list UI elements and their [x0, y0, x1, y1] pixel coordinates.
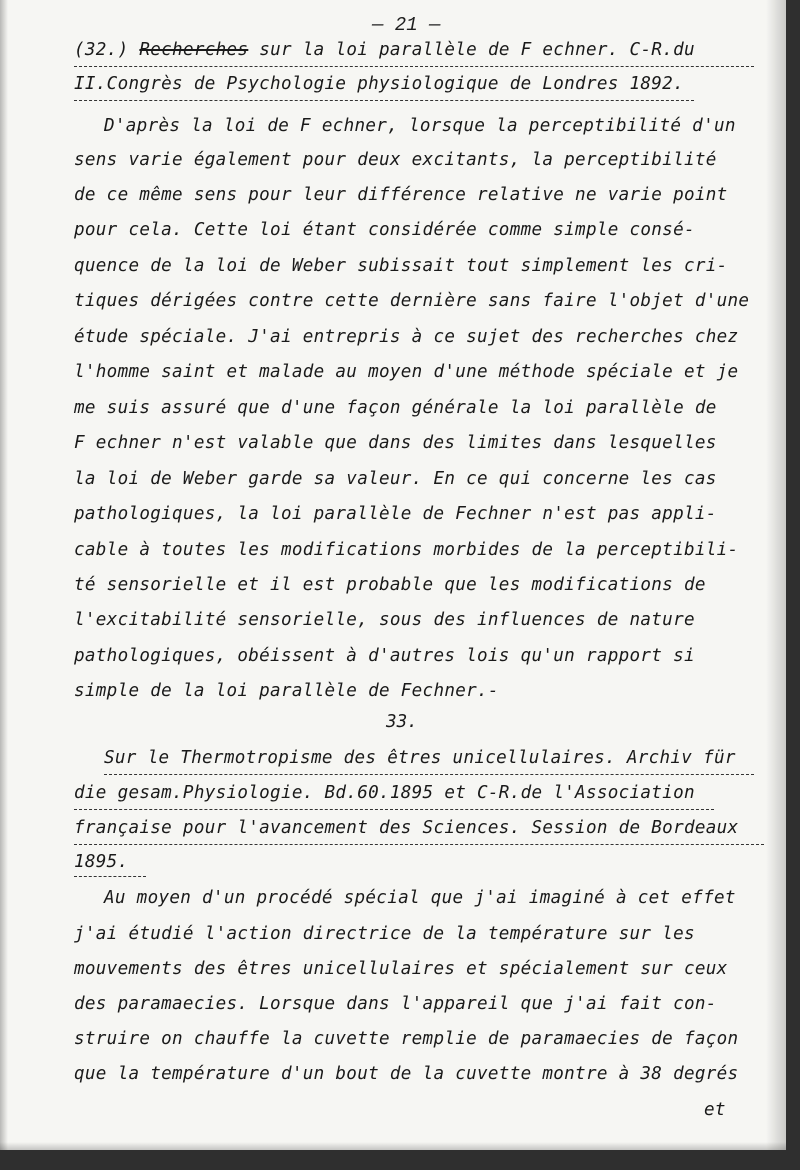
heading-underline — [74, 844, 764, 845]
section-33-body-line: Au moyen d'un procédé spécial que j'ai imaginé à cet effet — [104, 888, 736, 908]
section-32-body-line: sens varie également pour deux excitants, la perceptibilité — [74, 150, 717, 170]
section-32-body-line: té sensorielle et il est probable que les modifications de — [74, 575, 706, 595]
section-32-heading-rest: sur la loi parallèle de F echner. C-R.du — [259, 40, 695, 60]
section-32-body-line: D'après la loi de F echner, lorsque la perceptibilité d'un — [104, 116, 736, 136]
heading-underline — [74, 809, 714, 810]
heading-underline — [104, 774, 754, 775]
section-32-body-line: l'excitabilité sensorielle, sous des influences de nature — [74, 610, 695, 630]
page-number: — 21 — — [372, 14, 441, 36]
section-32-body-line: l'homme saint et malade au moyen d'une méthode spéciale et je — [74, 362, 739, 382]
heading-underline — [74, 66, 754, 67]
section-32-heading-line-1 — [74, 38, 695, 62]
binding-shadow — [0, 0, 8, 1150]
section-33-body-line: des paramaecies. Lorsque dans l'appareil que j'ai fait con- — [74, 994, 717, 1014]
section-32-body-line: de ce même sens pour leur différence relative ne varie point — [74, 185, 728, 205]
section-32-heading-line-2: II.Congrès de Psychologie physiologique de Londres 1892. — [74, 74, 684, 94]
section-33-number: 33. — [386, 712, 418, 732]
section-32-struck-word: Recherches — [139, 40, 249, 60]
section-33-body-line: struire on chauffe la cuvette remplie de paramaecies de façon — [74, 1029, 739, 1049]
section-32-body-line: pathologiques, obéissent à d'autres lois qu'un rapport si — [74, 646, 695, 666]
section-33-heading-line: française pour l'avancement des Sciences. Session de Bordeaux — [74, 818, 739, 838]
section-32-body-line: pour cela. Cette loi étant considérée comme simple consé- — [74, 220, 695, 240]
section-32-body-line: étude spéciale. J'ai entrepris à ce sujet des recherches chez — [74, 327, 739, 347]
heading-underline — [74, 100, 694, 101]
page-bottom-shadow — [0, 1142, 786, 1150]
section-32-body-line: F echner n'est valable que dans des limites dans lesquelles — [74, 433, 717, 453]
section-32-number: (32.) — [74, 40, 129, 60]
section-33-heading-line: 1895. — [74, 852, 129, 872]
section-32-body-line: simple de la loi parallèle de Fechner.- — [74, 681, 499, 701]
section-32-body-line: pathologiques, la loi parallèle de Fechner n'est pas appli- — [74, 504, 717, 524]
section-32-body-line: me suis assuré que d'une façon générale la loi parallèle de — [74, 398, 717, 418]
section-32-body-line: quence de la loi de Weber subissait tout simplement les cri- — [74, 256, 728, 276]
section-32-body-line: tiques dérigées contre cette dernière sans faire l'objet d'une — [74, 291, 750, 311]
section-33-heading-line: die gesam.Physiologie. Bd.60.1895 et C-R.de l'Association — [74, 783, 695, 803]
catchword: et — [704, 1100, 726, 1120]
section-32-body-line: cable à toutes les modifications morbides de la perceptibili- — [74, 540, 739, 560]
section-33-body-line: mouvements des êtres unicellulaires et spécialement sur ceux — [74, 959, 728, 979]
section-33-body-line: que la température d'un bout de la cuvette montre à 38 degrés — [74, 1064, 739, 1084]
section-33-body-line: j'ai étudié l'action directrice de la température sur les — [74, 924, 695, 944]
section-32-body-line: la loi de Weber garde sa valeur. En ce qui concerne les cas — [74, 469, 717, 489]
heading-underline — [74, 876, 146, 877]
section-33-heading-line: Sur le Thermotropisme des êtres unicellulaires. Archiv für — [104, 748, 736, 768]
